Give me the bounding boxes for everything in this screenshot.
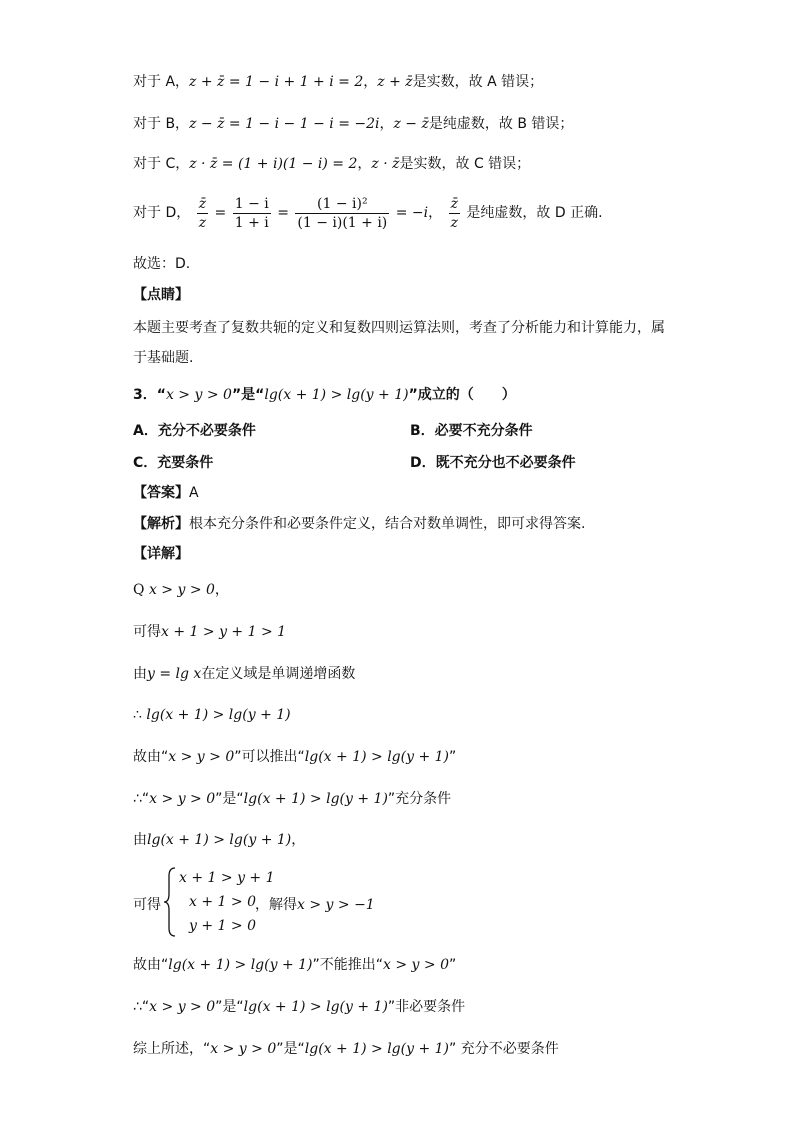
solution-step-9: 故由“lg(x + 1) > lg(y + 1)”不能推出“x > y > 0” bbox=[133, 957, 457, 973]
system-prefix: 可得 bbox=[133, 897, 161, 913]
solution-step-3: 由y = lg x在定义域是单调递增函数 bbox=[133, 666, 356, 682]
question-3-stem: 3．“x > y > 0”是“lg(x + 1) > lg(y + 1)”成立的（ ） bbox=[133, 387, 516, 403]
system-row-1: x + 1 > y + 1 bbox=[179, 870, 275, 886]
system-row-3: y + 1 > 0 bbox=[189, 918, 256, 934]
detail-tag: 【详解】 bbox=[133, 546, 189, 562]
option-d: D．既不充分也不必要条件 bbox=[410, 455, 576, 471]
fraction-conj-over-z: $\frac{z̄}{z}$ bbox=[198, 195, 207, 231]
solution-conclusion: 综上所述，“x > y > 0”是“lg(x + 1) > lg(y + 1)” 充分不必要条件 bbox=[133, 1041, 559, 1057]
dianjing-text-1: 本题主要考查了复数共轭的定义和复数四则运算法则，考查了分析能力和计算能力，属 bbox=[133, 320, 665, 336]
solution-step-10: ∴“x > y > 0”是“lg(x + 1) > lg(y + 1)”非必要条件 bbox=[133, 999, 466, 1015]
line-option-c-check: 对于 C，z · z̄ = (1 + i)(1 − i) = 2，z · z̄是实数，故 C 错误； bbox=[133, 156, 531, 172]
solution-step-4: ∴ lg(x + 1) > lg(y + 1) bbox=[133, 707, 291, 723]
dianjing-tag: 【点睛】 bbox=[133, 287, 189, 303]
line-option-a-check: 对于 A，z + z̄ = 1 − i + 1 + i = 2，z + z̄是实数，故 A 错误； bbox=[133, 74, 544, 90]
line-option-d-check: 对于 D， $\frac{z̄}{z}$ = $\frac{1 - i}{1 + i}$ = $\frac{\text{(1 − i)²}}{(1 - i)(1 + i)}$ = −i， $\frac{z̄}{z}$ 是纯虚数，故 D 正确. bbox=[133, 195, 603, 231]
solution-step-1: Q x > y > 0， bbox=[133, 582, 229, 598]
option-a: A．充分不必要条件 bbox=[133, 423, 256, 439]
system-row-2: x + 1 > 0 bbox=[189, 894, 256, 910]
left-brace-icon bbox=[163, 866, 177, 938]
dianjing-text-2: 于基础题. bbox=[133, 350, 194, 366]
solution-step-5: 故由“x > y > 0”可以推出“lg(x + 1) > lg(y + 1)” bbox=[133, 749, 457, 765]
fraction-squared: $\frac{\text{(1 − i)²}}{(1 - i)(1 + i)}$ bbox=[297, 195, 388, 231]
answer-line: 【答案】A bbox=[133, 485, 199, 501]
solution-step-7: 由lg(x + 1) > lg(y + 1)， bbox=[133, 832, 306, 848]
solution-step-2: 可得x + 1 > y + 1 > 1 bbox=[133, 624, 287, 640]
choose-answer-line: 故选：D. bbox=[133, 256, 191, 272]
fraction-one-minus-i: $\frac{1 - i}{1 + i}$ bbox=[234, 195, 269, 231]
analysis-line: 【解析】根本充分条件和必要条件定义，结合对数单调性，即可求得答案. bbox=[133, 516, 586, 532]
system-solution: ，解得x > y > −1 bbox=[255, 897, 375, 913]
option-b: B．必要不充分条件 bbox=[410, 423, 533, 439]
option-c: C．充要条件 bbox=[133, 455, 214, 471]
fraction-conj-over-z-2: $\frac{z̄}{z}$ bbox=[450, 195, 458, 231]
solution-step-6: ∴“x > y > 0”是“lg(x + 1) > lg(y + 1)”充分条件 bbox=[133, 791, 452, 807]
line-option-b-check: 对于 B，z − z̄ = 1 − i − 1 − i = −2i，z − z̄是纯虚数，故 B 错误； bbox=[133, 116, 574, 132]
